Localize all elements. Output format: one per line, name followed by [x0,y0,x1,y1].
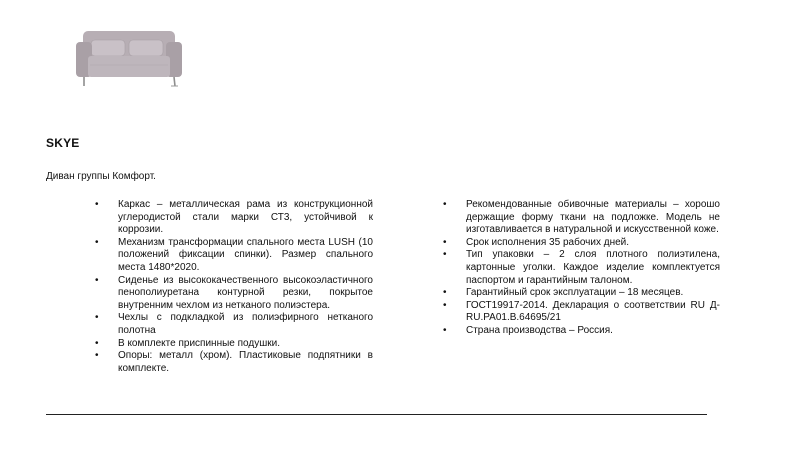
list-item: • ГОСТ19917-2014. Декларация о соответствии RU Д-RU.PA01.B.64695/21 [441,300,720,325]
list-item: • Каркас – металлическая рама из конструкционной углеродистой стали марки СТ3, устойчивой к коррозии. [93,199,373,237]
list-item: • Срок исполнения 35 рабочих дней. [441,237,720,250]
list-item: • Механизм трансформации спального места LUSH (10 положений фиксации спинки). Размер спального места 1480*2020. [93,237,373,275]
sofa-cushion-right [129,40,163,56]
list-item: • Гарантийный срок эксплуатации – 18 месяцев. [441,287,720,300]
spec-list-right [441,199,720,338]
list-item: • Опоры: металл (хром). Пластиковые подпятники в комплекте. [93,350,373,375]
sofa-cushion-left [91,40,125,56]
list-item: • Сиденье из высококачественного высокоэластичного пенополиуретана контурной резки, покрытое внутренним чехлом из нетканого полиэстера. [93,275,373,313]
list-item: • Рекомендованные обивочные материалы – хорошо держащие форму ткани на подложке. Модель не изготавливается в натуральной и искусственной коже. [441,199,720,237]
footer-divider [46,414,707,415]
sofa-icon [74,27,184,93]
sofa-leg [174,77,175,86]
sofa-seat [88,56,170,77]
product-title: SKYE [46,136,80,150]
list-item: • Страна производства – Россия. [441,325,720,338]
list-item: • В комплекте приспинные подушки. [93,338,373,351]
spec-list-left [93,199,373,375]
list-item: • Тип упаковки – 2 слоя плотного полиэтилена, картонные уголки. Каждое изделие комплектуется паспортом и гарантийным талоном. [441,249,720,287]
product-subtitle: Диван группы Комфорт. [46,171,156,182]
list-item: • Чехлы с подкладкой из полиэфирного нетканого полотна [93,312,373,337]
